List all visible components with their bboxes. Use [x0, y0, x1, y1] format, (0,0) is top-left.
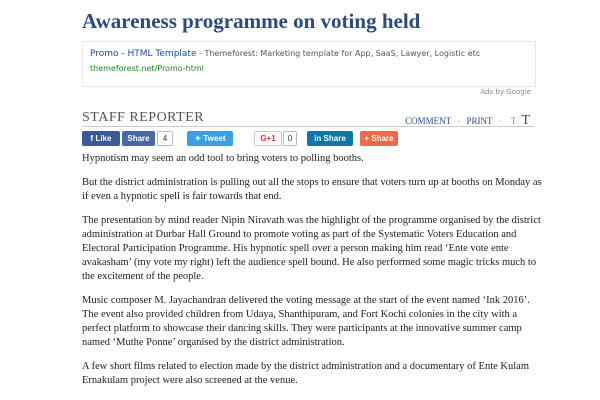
ad-line	[90, 49, 480, 59]
generic-share-button[interactable]	[360, 131, 398, 146]
facebook-share-count: 4	[157, 131, 173, 146]
article-paragraph: A few short films related to election made by the district administration and a documentary of Ente Kulam Ernakulam project were also screened at the venue.	[82, 361, 529, 386]
article-container	[82, 0, 542, 386]
article-paragraph: But the district administration is pulling out all the stops to ensure that voters turn up at booths on Monday as if even a hypnotic spell is fair towards that end.	[82, 177, 542, 202]
google-plus-button[interactable]: G+1	[254, 131, 282, 146]
twitter-bird-icon: ✦	[194, 134, 204, 143]
ad-description: Themeforest: Marketing template for App, SaaS, Lawyer, Logistic etc	[204, 49, 481, 58]
article-paragraph: The presentation by mind reader Nipin Niravath was the highlight of the programme organised by the district administration at Durbar Hall Ground to promote voting as part of the Systematic Voters Education and Electoral Participation Programme. His hypnotic spell over a person making him read ‘Ente vote ente avakasham’ (my vote my right) left the audience spell bound. He also performed some magic tricks much to the excitement of the people.	[82, 215, 541, 282]
article-body	[82, 152, 542, 398]
headline: Awareness programme on voting held	[82, 9, 421, 33]
print-link[interactable]: PRINT	[466, 116, 493, 126]
article-paragraph: Music composer M. Jayachandran delivered the voting message at the start of the event named ‘Ink 2016’. The event also provided children from Udaya, Shanthipuram, and Fort Kochi colonies in the city with a perfect platform to showcase their dancing skills. They were participants at the innovative summer camp named ‘Muthe Ponne’ organised by the district administration.	[82, 295, 530, 348]
byline: STAFF REPORTER	[82, 110, 205, 125]
plus-icon: +	[364, 134, 372, 143]
google-plus-count: 0	[283, 131, 297, 146]
share-bar	[82, 131, 542, 147]
ad-url-link[interactable]: themeforest.net/Promo-html	[90, 64, 204, 73]
linkedin-icon: in	[314, 134, 324, 143]
byline-row	[82, 110, 542, 130]
facebook-like-label: Like	[95, 134, 112, 143]
ad-box[interactable]	[82, 41, 536, 96]
facebook-icon: f	[90, 134, 96, 143]
tweet-label: Tweet	[203, 134, 226, 143]
generic-share-label: Share	[371, 134, 394, 143]
text-increase-button[interactable]: T	[521, 113, 530, 128]
tweet-button[interactable]	[187, 131, 233, 146]
divider	[82, 126, 534, 127]
tools-separator: ·	[457, 116, 461, 126]
article-paragraph: Hypnotism may seem an odd tool to bring voters to polling booths.	[82, 153, 364, 164]
ad-separator: -	[196, 49, 205, 58]
linkedin-share-label: Share	[323, 134, 346, 143]
ad-title-link[interactable]: Promo - HTML Template	[90, 49, 197, 59]
facebook-like-button[interactable]	[82, 131, 120, 146]
comment-link[interactable]: COMMENT	[405, 116, 451, 126]
linkedin-share-button[interactable]	[307, 131, 353, 146]
tools-separator: ·	[498, 116, 502, 126]
text-decrease-button[interactable]: T	[510, 116, 517, 126]
ads-by-google[interactable]: Ads by Google	[480, 88, 531, 96]
facebook-share-button[interactable]: Share	[122, 131, 155, 146]
